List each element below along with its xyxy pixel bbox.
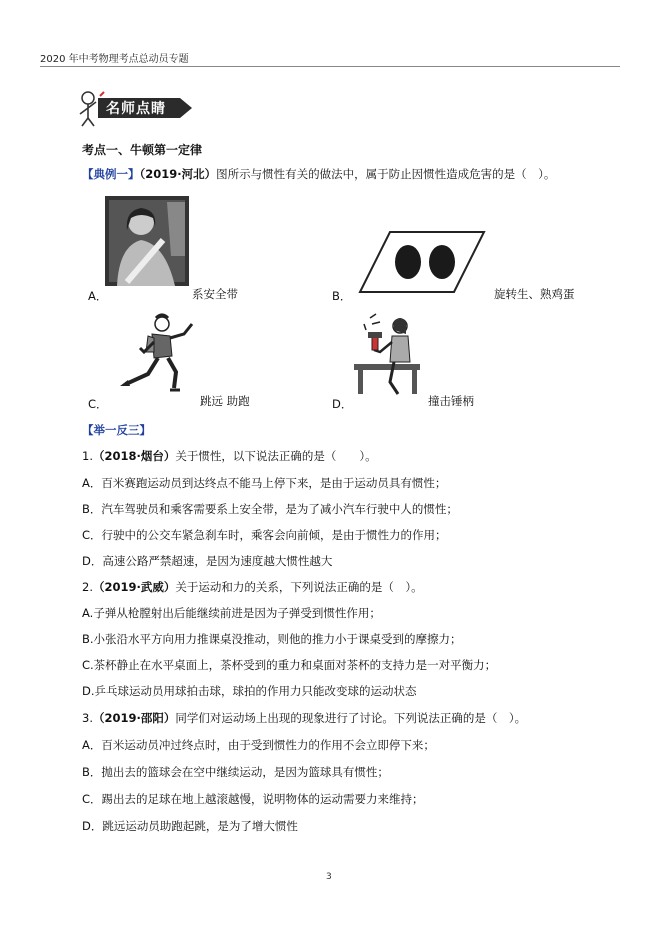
example-question (82, 166, 555, 182)
option-text: C.茶杯静止在水平桌面上，茶杯受到的重力和桌面对茶杯的支持力是一对平衡力； (82, 658, 497, 672)
runner-image (118, 312, 202, 398)
eggs-image (358, 230, 486, 298)
question-stem: 同学们对运动场上出现的现象进行了讨论。下列说法正确的是（ ）。 (175, 711, 527, 725)
example-tag: 【典例一】 (82, 167, 140, 181)
option-text: C．踢出去的足球在地上越滚越慢，说明物体的运动需要力来维持； (82, 792, 424, 806)
example-source: （2019·河北） (139, 167, 217, 181)
question-1 (82, 448, 377, 464)
question-source: （2018·烟台） (92, 449, 176, 463)
badge-label: 名师点睛 (106, 101, 166, 117)
option-a-caption: 系安全带 (192, 287, 238, 301)
question-2 (82, 579, 423, 595)
option-text: A．百米运动员冲过终点时，由于受到惯性力的作用不会立即停下来； (82, 738, 435, 752)
option-text: B.小张沿水平方向用力推课桌没推动，则他的推力小于课桌受到的摩擦力； (82, 632, 462, 646)
option-c-caption: 跳远 助跑 (200, 394, 250, 408)
page-header: 2020 年中考物理考点总动员专题 (40, 54, 189, 65)
option-c-letter: C． (88, 397, 108, 411)
question-number: 1. (82, 449, 93, 463)
option-text: B．抛出去的篮球会在空中继续运动，是因为篮球具有惯性； (82, 765, 389, 779)
question-stem: 关于运动和力的关系，下列说法正确的是（ ）。 (175, 580, 423, 594)
example-stem: 图所示与惯性有关的做法中，属于防止因惯性造成危害的是（ ）。 (216, 167, 556, 181)
page-number: 3 (326, 872, 332, 882)
option-text: D.乒乓球运动员用球拍击球，球拍的作用力只能改变球的运动状态 (82, 684, 417, 698)
option-text: B．汽车驾驶员和乘客需要系上安全带，是为了减小汽车行驶中人的惯性； (82, 502, 458, 516)
header-divider (40, 66, 620, 67)
option-text: A．百米赛跑运动员到达终点不能马上停下来，是由于运动员具有惯性； (82, 476, 447, 490)
practice-tag: 【举一反三】 (82, 423, 151, 437)
option-a-letter: A． (88, 289, 108, 303)
hammer-image (350, 312, 422, 402)
seatbelt-image (105, 196, 189, 290)
question-source: （2019·武威） (92, 580, 176, 594)
section-badge (76, 88, 196, 128)
option-d-letter: D． (332, 397, 353, 411)
question-number: 2. (82, 580, 93, 594)
question-number: 3. (82, 711, 93, 725)
option-text: A.子弹从枪膛射出后能继续前进是因为子弹受到惯性作用； (82, 606, 381, 620)
option-b-caption: 旋转生、熟鸡蛋 (494, 287, 575, 301)
question-source: （2019·邵阳） (92, 711, 176, 725)
question-3 (82, 710, 526, 726)
option-text: D．跳远运动员助跑起跳，是为了增大惯性 (82, 819, 298, 833)
topic-title: 考点一、牛顿第一定律 (82, 143, 203, 157)
option-b-letter: B． (332, 289, 352, 303)
option-d-caption: 撞击锤柄 (428, 394, 474, 408)
option-text: C．行驶中的公交车紧急刹车时，乘客会向前倾，是由于惯性力的作用； (82, 528, 447, 542)
option-text: D．高速公路严禁超速，是因为速度越大惯性越大 (82, 554, 333, 568)
question-stem: 关于惯性，以下说法正确的是（ ）。 (175, 449, 377, 463)
